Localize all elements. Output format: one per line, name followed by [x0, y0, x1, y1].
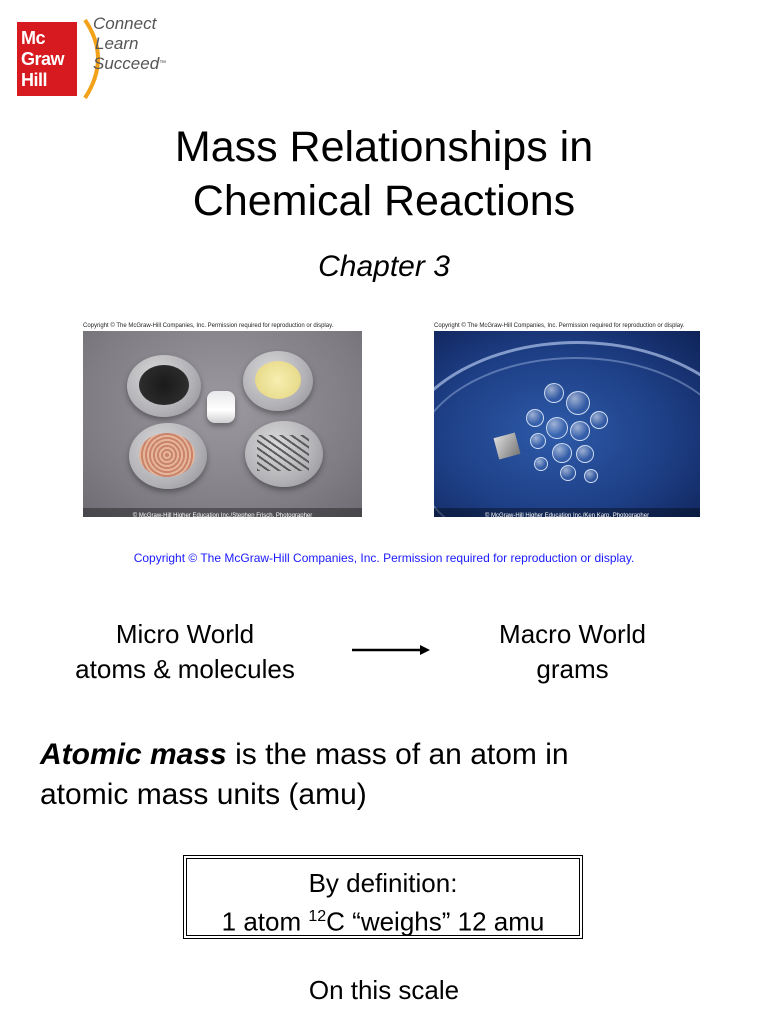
isotope-mass-number: 12 [308, 908, 327, 925]
photo-caption-bottom: © McGraw-Hill Higher Education Inc./Ken Karp, Photographer [484, 513, 650, 517]
trademark: ™ [159, 60, 167, 67]
box-statement [187, 900, 579, 939]
chemical-dishes-image [83, 331, 362, 517]
photo-caption-top: Copyright © The McGraw-Hill Companies, Inc. Permission required for reproduction or display. [83, 323, 334, 329]
logo-word: Mc [21, 28, 46, 48]
beaker-mercury [207, 391, 235, 423]
definition-term: Atomic mass [40, 738, 227, 771]
dish-carbon [127, 355, 201, 417]
logo-tagline [93, 14, 166, 74]
micro-line1: Micro World [115, 619, 255, 649]
photo-chemicals [83, 323, 363, 517]
box-prefix: 1 atom [221, 906, 309, 937]
logo-word: Hill [21, 70, 48, 90]
tagline-connect: Connect [93, 14, 157, 33]
photo-caption-bottom: © McGraw-Hill Higher Education Inc./Stephen Frisch, Photographer [132, 513, 313, 517]
dish-copper [129, 423, 207, 489]
logo-mark [17, 22, 77, 96]
right-arrow-icon [350, 642, 432, 658]
bubbling-reaction-image [434, 331, 700, 517]
page-title [0, 120, 768, 228]
micro-world-label [50, 617, 320, 687]
mcgraw-hill-logo [17, 10, 187, 96]
definition-text: is the mass of an atom in [226, 738, 569, 771]
box-suffix: “weighs” 12 amu [344, 906, 545, 937]
micro-line2: atoms & molecules [75, 654, 295, 684]
macro-line1: Macro World [499, 619, 646, 649]
title-line: Chemical Reactions [192, 177, 576, 225]
tagline-learn: Learn [95, 34, 139, 53]
dish-sulfur [243, 351, 313, 411]
title-line: Mass Relationships in [174, 123, 594, 171]
photo-caption-top: Copyright © The McGraw-Hill Companies, Inc. Permission required for reproduction or display. [434, 323, 685, 329]
definition-box [183, 855, 583, 939]
atomic-mass-definition [40, 735, 740, 815]
macro-line2: grams [536, 654, 609, 684]
dish-iron-nails [245, 421, 323, 487]
logo-word: Graw [21, 49, 65, 69]
macro-world-label [460, 617, 685, 687]
element-symbol: C [326, 906, 345, 937]
definition-text-line2: atomic mass units (amu) [40, 778, 367, 811]
photo-reaction [434, 323, 700, 517]
scale-text: On this scale [308, 975, 460, 1005]
copyright-notice: Copyright © The McGraw-Hill Companies, Inc. Permission required for reproduction or display. [133, 551, 635, 565]
chapter-subtitle: Chapter 3 [318, 250, 450, 283]
tagline-succeed: Succeed [93, 54, 160, 73]
box-heading: By definition: [308, 868, 458, 898]
